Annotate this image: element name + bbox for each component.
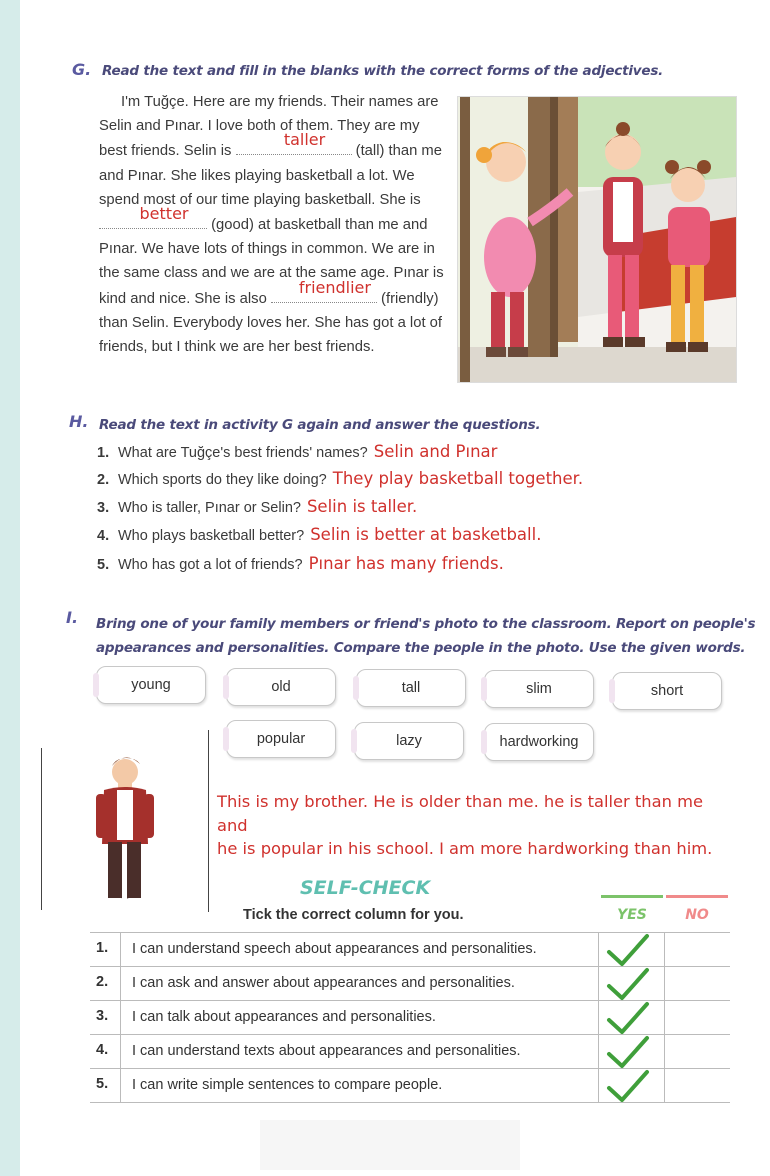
page-edge-strip bbox=[0, 0, 20, 1176]
row-number: 3. bbox=[96, 1008, 109, 1024]
section-g-title: Read the text and fill in the blanks with the correct forms of the adjectives. bbox=[102, 63, 664, 79]
question-text: What are Tuğçe's best friends' names? bbox=[118, 445, 368, 461]
check-mark-icon[interactable] bbox=[606, 966, 650, 1002]
section-h-letter: H. bbox=[69, 412, 89, 431]
blank-1-answer: taller bbox=[283, 130, 326, 150]
friends-illustration-art bbox=[458, 97, 736, 382]
question-row bbox=[97, 554, 504, 573]
question-row bbox=[97, 525, 541, 544]
yes-column-header: YES bbox=[601, 895, 663, 932]
answer-text[interactable]: They play basketball together. bbox=[332, 469, 584, 488]
comparison-answer-line1: This is my brother. He is older than me. he is taller than me and bbox=[217, 792, 703, 835]
blank-3-answer: friendlier bbox=[298, 277, 371, 297]
answer-text[interactable]: Selin is taller. bbox=[306, 497, 418, 516]
word-card-old: old bbox=[226, 668, 336, 706]
blank-2[interactable] bbox=[99, 204, 207, 229]
question-number: 5. bbox=[97, 557, 110, 573]
question-number: 3. bbox=[97, 500, 110, 516]
question-number: 1. bbox=[97, 445, 110, 461]
word-card-short: short bbox=[612, 672, 722, 710]
row-number: 1. bbox=[96, 940, 109, 956]
self-check-subtitle: Tick the correct column for you. bbox=[243, 907, 464, 923]
page-bottom-shadow bbox=[260, 1120, 520, 1170]
left-border-line bbox=[41, 748, 42, 910]
no-column-header: NO bbox=[666, 895, 728, 932]
section-i-title-line2: appearances and personalities. Compare the people in the photo. Use the given words. bbox=[96, 640, 746, 656]
question-row bbox=[97, 497, 417, 516]
friends-illustration bbox=[457, 96, 737, 383]
section-i-letter: I. bbox=[66, 608, 79, 627]
section-g-letter: G. bbox=[72, 60, 92, 79]
question-text: Who has got a lot of friends? bbox=[118, 557, 303, 573]
row-number: 5. bbox=[96, 1076, 109, 1092]
passage-part-3: (good) at basketball than me and Pınar. We have lots of things in common. We are in the same class and we are at the same age. Pınar is kind and nice. She is also bbox=[99, 217, 444, 307]
passage-part-2: (tall) than me and Pınar. She likes playing basketball a lot. We spend most of our time playing basketball. She is bbox=[99, 143, 442, 208]
photo-border-line bbox=[208, 730, 209, 912]
row-statement: I can ask and answer about appearances and personalities. bbox=[132, 975, 515, 991]
row-statement: I can talk about appearances and personalities. bbox=[132, 1009, 436, 1025]
row-number: 2. bbox=[96, 974, 109, 990]
passage-part-4: (friendly) than Selin. Everybody loves her. She has got a lot of friends, but I think we are her best friends. bbox=[99, 290, 443, 356]
boy-illustration bbox=[92, 752, 158, 912]
column-divider bbox=[598, 932, 599, 1102]
check-mark-icon[interactable] bbox=[606, 1068, 650, 1104]
word-card-lazy: lazy bbox=[354, 722, 464, 760]
word-card-tall: tall bbox=[356, 669, 466, 707]
check-mark-icon[interactable] bbox=[606, 1000, 650, 1036]
word-card-hardworking: hardworking bbox=[484, 723, 594, 761]
answer-text[interactable]: Selin and Pınar bbox=[373, 442, 498, 461]
check-mark-icon[interactable] bbox=[606, 932, 650, 968]
answer-text[interactable]: Pınar has many friends. bbox=[308, 554, 504, 573]
question-number: 2. bbox=[97, 472, 110, 488]
blank-3[interactable] bbox=[271, 277, 377, 303]
self-check-title: SELF-CHECK bbox=[300, 877, 431, 899]
question-text: Which sports do they like doing? bbox=[118, 472, 327, 488]
reading-passage bbox=[99, 90, 444, 359]
section-h-title: Read the text in activity G again and answer the questions. bbox=[99, 417, 541, 433]
blank-1[interactable] bbox=[236, 130, 352, 155]
row-statement: I can write simple sentences to compare people. bbox=[132, 1077, 443, 1093]
column-divider bbox=[120, 932, 121, 1102]
passage-part-1: I'm Tuğçe. Here are my friends. Their names are Selin and Pınar. I love both of them. They are my best friends. Selin is bbox=[99, 94, 439, 160]
blank-2-answer: better bbox=[139, 204, 189, 224]
comparison-answer-line2: he is popular in his school. I am more hardworking than him. bbox=[217, 839, 713, 858]
column-divider bbox=[664, 932, 665, 1102]
question-text: Who plays basketball better? bbox=[118, 528, 305, 544]
comparison-answer[interactable] bbox=[217, 790, 737, 861]
row-statement: I can understand speech about appearances and personalities. bbox=[132, 941, 537, 957]
row-statement: I can understand texts about appearances and personalities. bbox=[132, 1043, 521, 1059]
question-row bbox=[97, 442, 497, 461]
row-number: 4. bbox=[96, 1042, 109, 1058]
word-card-young: young bbox=[96, 666, 206, 704]
check-mark-icon[interactable] bbox=[606, 1034, 650, 1070]
section-i-title-line1: Bring one of your family members or friend's photo to the classroom. Report on people's bbox=[96, 616, 756, 632]
word-card-popular: popular bbox=[226, 720, 336, 758]
question-row bbox=[97, 469, 583, 488]
word-card-slim: slim bbox=[484, 670, 594, 708]
answer-text[interactable]: Selin is better at basketball. bbox=[310, 525, 542, 544]
question-text: Who is taller, Pınar or Selin? bbox=[118, 500, 301, 516]
question-number: 4. bbox=[97, 528, 110, 544]
